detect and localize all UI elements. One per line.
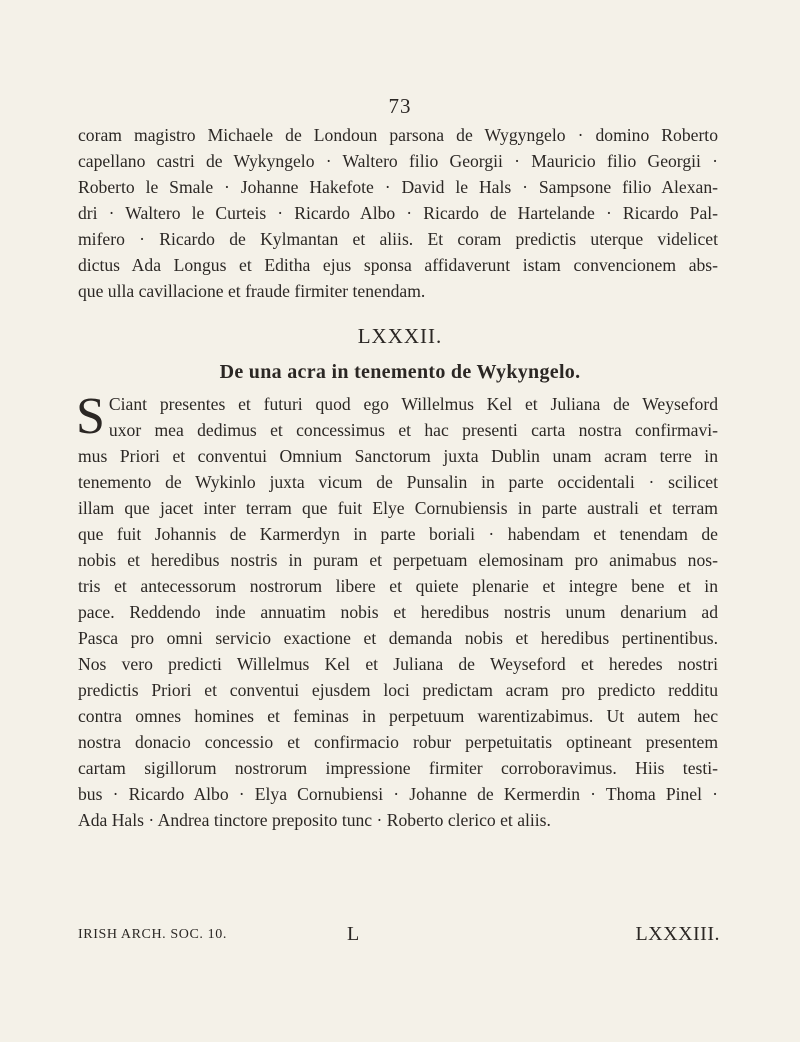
text-line: tenemento de Wykinlo juxta vicum de Punsalin in parte occidentali · scilicet	[78, 472, 718, 492]
text-line: nostra donacio concessio et confirmacio robur perpetuitatis optineant presentem	[78, 732, 718, 752]
charter-title: De una acra in tenemento de Wykyngelo.	[219, 361, 581, 383]
charter-text	[76, 388, 718, 833]
drop-cap: S	[76, 388, 105, 445]
text-line: Roberto le Smale · Johanne Hakefote · David le Hals · Sampsone filio Alexan-	[78, 177, 718, 197]
text-line: coram magistro Michaele de Londoun parsona de Wygyngelo · domino Roberto	[78, 125, 718, 145]
text-line: predictis Priori et conventui ejusdem loci predictam acram pro predicto redditu	[78, 680, 718, 700]
text-line: Ciant presentes et futuri quod ego Willelmus Kel et Juliana de Weyseford	[108, 394, 718, 414]
text-line: dictus Ada Longus et Editha ejus sponsa affidaverunt istam convencionem abs-	[78, 255, 718, 275]
text-line: cartam sigillorum nostrorum impressione firmiter corroboravimus. Hiis testi-	[78, 758, 718, 778]
text-line: bus · Ricardo Albo · Elya Cornubiensi · Johanne de Kermerdin · Thoma Pinel ·	[78, 784, 718, 804]
text-line: contra omnes homines et feminas in perpetuum warentizabimus. Ut autem hec	[78, 706, 718, 726]
text-line: pace. Reddendo inde annuatim nobis et heredibus nostris unum denarium ad	[78, 602, 718, 622]
text-line: Pasca pro omni servicio exactione et demanda nobis et heredibus pertinentibus.	[78, 628, 718, 648]
text-line: que ulla cavillacione et fraude firmiter tenendam.	[78, 281, 426, 301]
printer-signature: IRISH ARCH. SOC. 10.	[78, 927, 227, 942]
text-line: mifero · Ricardo de Kylmantan et aliis. Et coram predictis uterque videlicet	[78, 229, 718, 249]
charter-number: LXXXII.	[357, 324, 443, 348]
text-line: illam que jacet inter terram que fuit Elye Cornubiensis in parte australi et terram	[78, 498, 718, 518]
text-line: tris et antecessorum nostrorum libere et quiete plenarie et integre bene et in	[78, 576, 718, 596]
text-line: mus Priori et conventui Omnium Sanctorum juxta Dublin unam acram terre in	[78, 446, 718, 466]
text-line: uxor mea dedimus et concessimus et hac presenti carta nostra confirmavi-	[108, 420, 718, 440]
page-number: 73	[388, 94, 412, 118]
catchword: LXXXIII.	[635, 923, 720, 945]
text-line: Ada Hals · Andrea tinctore preposito tunc · Roberto clerico et aliis.	[78, 810, 551, 830]
page-footer	[78, 923, 720, 951]
text-line: dri · Waltero le Curteis · Ricardo Albo · Ricardo de Hartelande · Ricardo Pal-	[78, 203, 718, 223]
previous-charter-text	[78, 122, 718, 304]
text-line: capellano castri de Wykyngelo · Waltero filio Georgii · Mauricio filio Georgii ·	[78, 151, 718, 171]
text-line: que fuit Johannis de Karmerdyn in parte boriali · habendam et tenendam de	[78, 524, 718, 544]
signature-mark: L	[347, 923, 360, 945]
text-line: nobis et heredibus nostris in puram et perpetuam elemosinam pro animabus nos-	[78, 550, 718, 570]
text-line: Nos vero predicti Willelmus Kel et Juliana de Weyseford et heredes nostri	[78, 654, 718, 674]
